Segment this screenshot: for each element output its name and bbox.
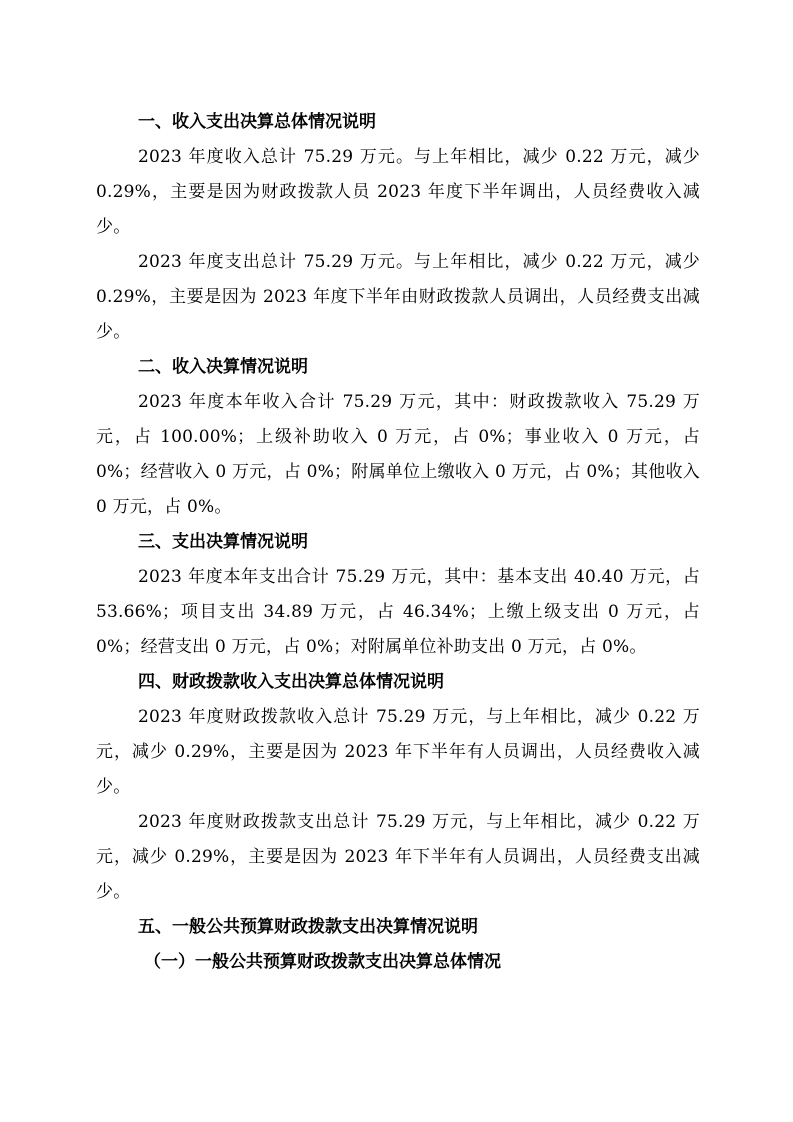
paragraph-expense-detail: 2023 年度本年支出合计 75.29 万元，其中：基本支出 40.40 万元，占 53.66%；项目支出 34.89 万元，占 46.34%；上缴上级支出 0 万元，占 0%；经营支出 0 万元，占 0%；对附属单位补助支出 0 万元，占 0%。 [96,567,700,657]
paragraph-expense-total: 2023 年度支出总计 75.29 万元。与上年相比，减少 0.22 万元，减少 0.29%，主要是因为 2023 年度下半年由财政拨款人员调出，人员经费支出减少。 [96,252,700,342]
paragraph-fiscal-expense: 2023 年度财政拨款支出总计 75.29 万元，与上年相比，减少 0.22 万元，减少 0.29%，主要是因为 2023 年下半年有人员调出，人员经费支出减少。 [96,812,700,902]
section-heading-3: 三、支出决算情况说明 [138,532,308,552]
paragraph-income-total: 2023 年度收入总计 75.29 万元。与上年相比，减少 0.22 万元，减少 0.29%，主要是因为财政拨款人员 2023 年度下半年调出，人员经费收入减少。 [96,147,700,237]
section-heading-2: 二、收入决算情况说明 [138,357,308,377]
section-heading-5: 五、一般公共预算财政拨款支出决算情况说明 [138,917,478,937]
document-body [96,105,700,980]
section-heading-1: 一、收入支出决算总体情况说明 [138,112,376,132]
section-heading-4: 四、财政拨款收入支出决算总体情况说明 [138,672,444,692]
subsection-heading-5-1: （一）一般公共预算财政拨款支出决算总体情况 [144,952,501,972]
paragraph-fiscal-income: 2023 年度财政拨款收入总计 75.29 万元，与上年相比，减少 0.22 万元，减少 0.29%，主要是因为 2023 年下半年有人员调出，人员经费收入减少。 [96,707,700,797]
paragraph-income-detail: 2023 年度本年收入合计 75.29 万元，其中：财政拨款收入 75.29 万元，占 100.00%；上级补助收入 0 万元，占 0%；事业收入 0 万元，占 0%；经营收入 0 万元，占 0%；附属单位上缴收入 0 万元，占 0%；其他收入 0 万元，占 0%。 [96,392,700,517]
